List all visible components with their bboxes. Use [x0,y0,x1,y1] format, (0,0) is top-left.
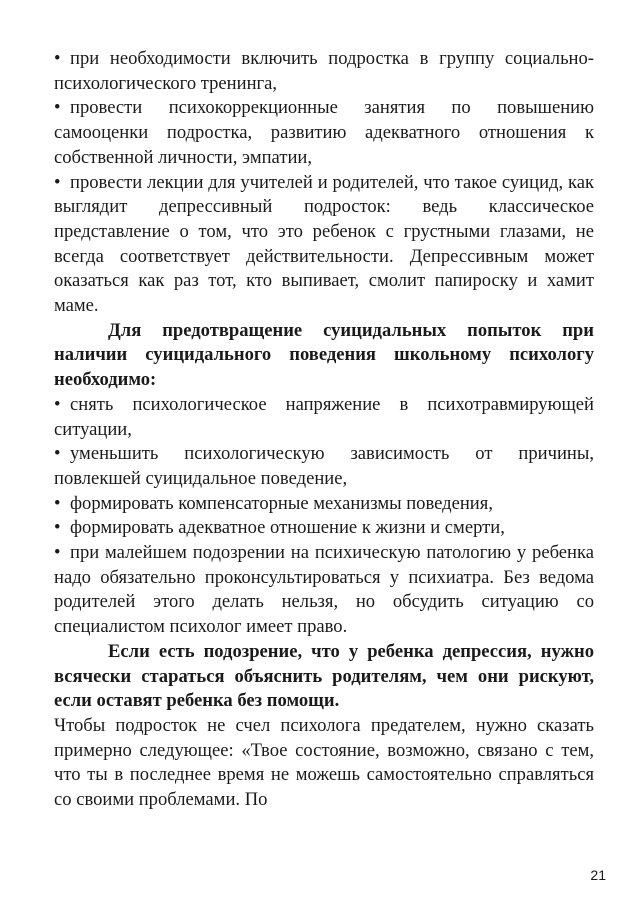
page-number: 21 [590,867,606,883]
list-item: • провести психокоррекционные занятия по повышению самооценки подростка, развитию адекватного отношения к собственной личности, эмпатии, [54,96,594,170]
list-item: • формировать компенсаторные механизмы поведения, [54,492,594,517]
section-heading: Для предотвращение суицидальных попыток при наличии суицидального поведения школьному психологу необходимо: [54,319,594,391]
page-content [54,47,594,813]
body-paragraph: Чтобы подросток не счел психолога предателем, нужно сказать примерно следующее: «Твое состояние, возможно, связано с тем, что ты в последнее время не можешь самостоятельно справляться со своими проблемами. По [54,714,594,811]
list-item: • при необходимости включить подростка в группу социально- психологического тренинга, [54,47,594,96]
list-item: • при малейшем подозрении на психическую патологию у ребенка надо обязательно проконсультироваться у психиатра. Без ведома родителей этого делать нельзя, но обсудить ситуацию со специалистом психолог имеет право. [54,541,594,640]
list-item: • снять психологическое напряжение в психотравмирующей ситуации, [54,393,594,442]
list-item: • провести лекции для учителей и родителей, что такое суицид, как выглядит депрессивный подросток: ведь классическое представление о том, что это ребенок с грустными глазами, не всегда соответствует действительности. Депрессивным может оказаться как раз тот, кто выпивает, смолит папироску и хамит маме. [54,171,594,319]
section-heading: Если есть подозрение, что у ребенка депрессия, нужно всячески стараться объяснить родителям, чем они рискуют, если оставят ребенка без помощи. [54,640,594,712]
list-item: • формировать адекватное отношение к жизни и смерти, [54,516,594,541]
list-item: • уменьшить психологическую зависимость от причины, повлекшей суицидальное поведение, [54,442,594,491]
